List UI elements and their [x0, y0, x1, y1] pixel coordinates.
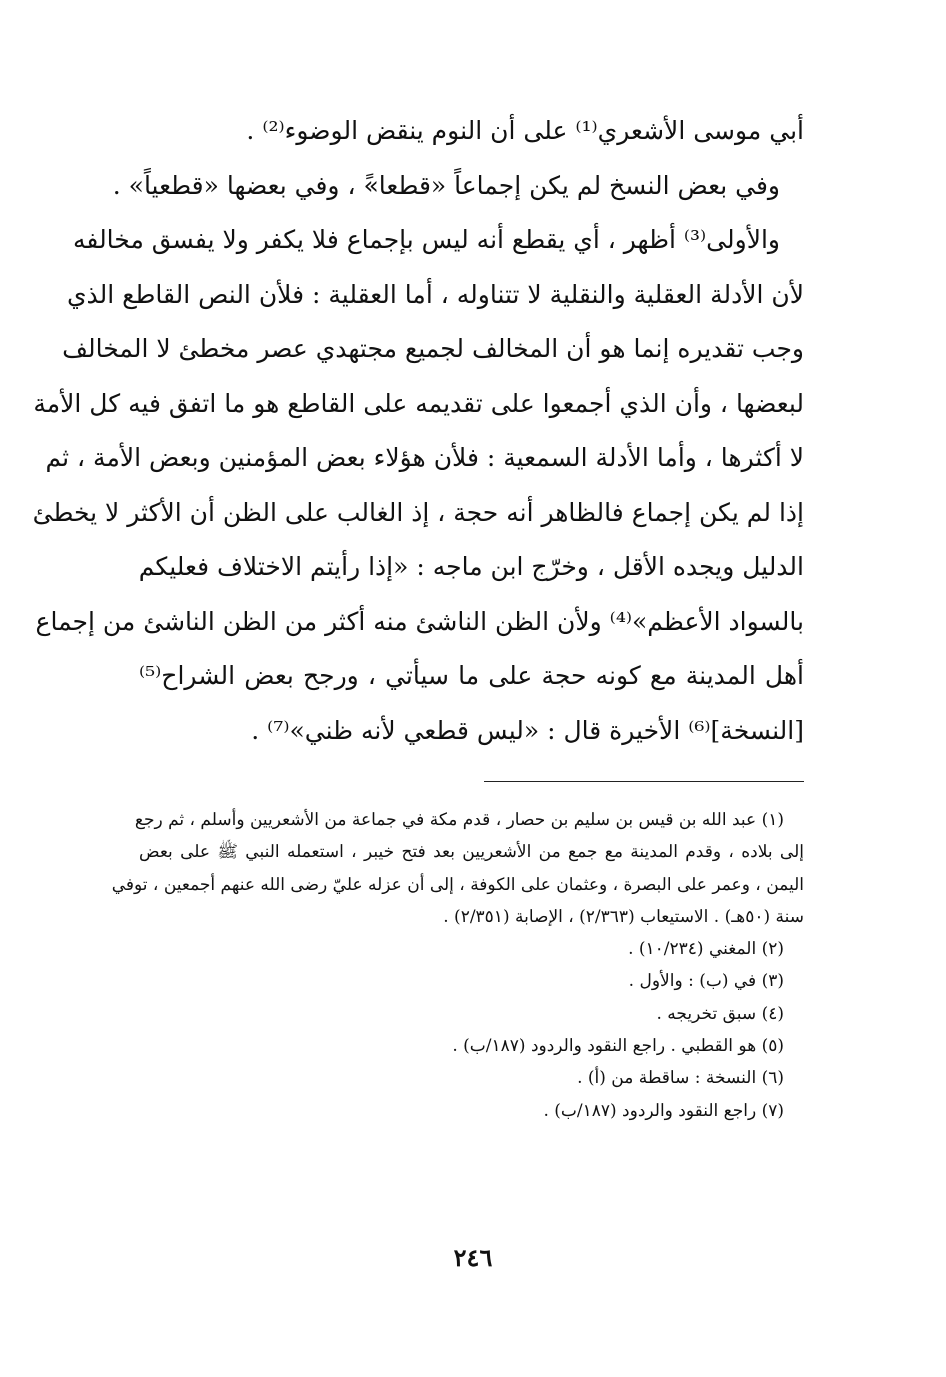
footnote-line: سنة (٥٠هـ) . الاستيعاب (٢/٣٦٣) ، الإصابة (٢/٣٥١) .	[443, 906, 804, 927]
main-text-line: أبي موسى الأشعري⁽¹⁾ على أن النوم ينقض الوضوء⁽²⁾ .	[246, 116, 804, 145]
main-text-line: إذا لم يكن إجماع فالظاهر أنه حجة ، إذ الغالب على الظن أن الأكثر لا يخطئ	[32, 497, 804, 527]
main-text-line: وجب تقديره إنما هو أن المخالف لجميع مجتهدي عصر مخطئ لا المخالف	[62, 334, 804, 363]
footnote-line: (٤) سبق تخريجه .	[656, 1003, 784, 1024]
main-text-line: والأولى⁽³⁾ أظهر ، أي يقطع أنه ليس بإجماع فلا يكفر ولا يفسق مخالفه	[73, 225, 780, 254]
page-number: ٢٤٦	[453, 1243, 493, 1272]
footnote-line: إلى بلاده ، وقدم المدينة مع جمع من الأشعريين بعد فتح خيبر ، استعمله النبي ﷺ على بعض	[139, 842, 804, 863]
main-text-line: لا أكثرها ، وأما الأدلة السمعية : فلأن هؤلاء بعض المؤمنين وبعض الأمة ، ثم	[45, 443, 804, 472]
main-text-line: الدليل ويجده الأقل ، وخرّج ابن ماجه : «إذا رأيتم الاختلاف فعليكم	[138, 552, 804, 581]
main-text-line: بالسواد الأعظم»⁽⁴⁾ ولأن الظن الناشئ منه أكثر من الظن الناشئ من إجماع	[35, 606, 804, 636]
footnote-line: (٢) المغني (١٠/٢٣٤) .	[628, 939, 784, 960]
footnote-line: (٦) النسخة : ساقطة من (أ) .	[577, 1068, 784, 1089]
footnote-line: (٥) هو القطبي . راجع النقود والردود (١٨٧/ب) .	[452, 1036, 784, 1057]
main-text-line: وفي بعض النسخ لم يكن إجماعاً «قطعا»ً ، وفي بعضها «قطعياً» .	[112, 170, 780, 200]
main-text-line: أهل المدينة مع كونه حجة على ما سيأتي ، ورجح بعض الشراح⁽⁵⁾	[139, 661, 804, 690]
main-text-line: لأن الأدلة العقلية والنقلية لا تتناوله ، أما العقلية : فلأن النص القاطع الذي	[66, 279, 804, 309]
main-text-block	[32, 104, 804, 758]
footnote-divider	[484, 781, 804, 782]
footnotes-block	[111, 804, 804, 1127]
footnote-line: (٣) في (ب) : والأول .	[628, 971, 784, 992]
footnote-line: (١) عبد الله بن قيس بن سليم بن حصار ، قدم مكة في جماعة من الأشعريين وأسلم ، ثم رجع	[134, 810, 784, 830]
main-text-line: [النسخة]⁽⁶⁾ الأخيرة قال : «ليس قطعي لأنه ظني»⁽⁷⁾ .	[251, 715, 804, 745]
footnote-line: (٧) راجع النقود والردود (١٨٧/ب) .	[543, 1100, 784, 1121]
footnote-line: اليمن ، وعمر على البصرة ، وعثمان على الكوفة ، إلى أن عزله عليّ رضى الله عنهم أجمعين ، توفي	[111, 874, 804, 895]
main-text-line: لبعضها ، وأن الذي أجمعوا على تقديمه على القاطع هو ما اتفق فيه كل الأمة	[33, 388, 804, 418]
